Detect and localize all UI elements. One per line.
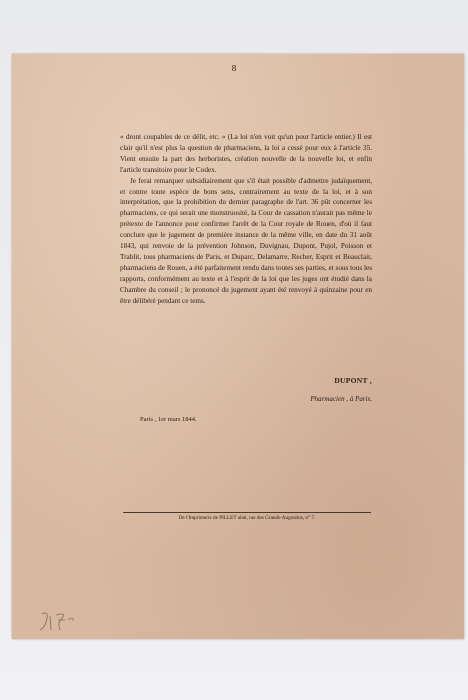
printer-imprint: De l'Imprimerie de PILLET aîné, rue des Grands-Augustins, n° 7. (178, 515, 316, 521)
place-date: Paris , 1er mars 1844. (140, 416, 197, 423)
paragraph-2: Je ferai remarquer subsidiairement que s'il était possible d'admettre judaïquement, et contre toute espèce de bons sens, contrairement au texte de la loi, et à son interprétation, que la prohibition du dernier paragraphe de l'art. 36 pût concerner les pharmaciens, ce qui serait une monstruosité, la Cour de cassation n'aurait pas même le prétexte de l'annonce pour confirmer l'arrêt de la Cour royale de Rouen, d'où il faut conclure que le jugement de première instance de la même ville, en date du 31 août 1843, qui renvoie de la prévention Johnson, Duvignau, Dupont, Pujol, Poisson et Trablit, tous pharmaciens de Paris, et Duparc, Delamarre, Recher, Esprit et Beauclair, pharmaciens de Rouen, a été parfaitement rendu dans toutes ses parties, et sous tous les rapports, conformément au texte et à l'esprit de la loi que les juges ont étudié dans la Chambre du conseil ; le prononcé du jugement ayant été renvoyé à quinzaine pour en être délibéré pendant ce tems. (120, 176, 372, 305)
divider-rule (123, 512, 371, 513)
page-number: 8 (231, 64, 237, 73)
paragraph-1: « dront coupables de ce délit, etc. » (La loi n'en voit qu'un pour l'article entier.) Il est clair qu'il n'est plus la question de pharmaciens, la loi a cessé pour eux à l'article 35. Vient ensuite la part des herboristes, création nouvelle de la nouvelle loi, et enfin l'article transitoire pour le Codex. (120, 133, 372, 174)
signature-title: Pharmacien , à Paris. (310, 395, 372, 403)
body-text (120, 132, 372, 307)
signature-name: DUPONT , (334, 376, 372, 385)
handwritten-pencil-note (38, 608, 80, 636)
